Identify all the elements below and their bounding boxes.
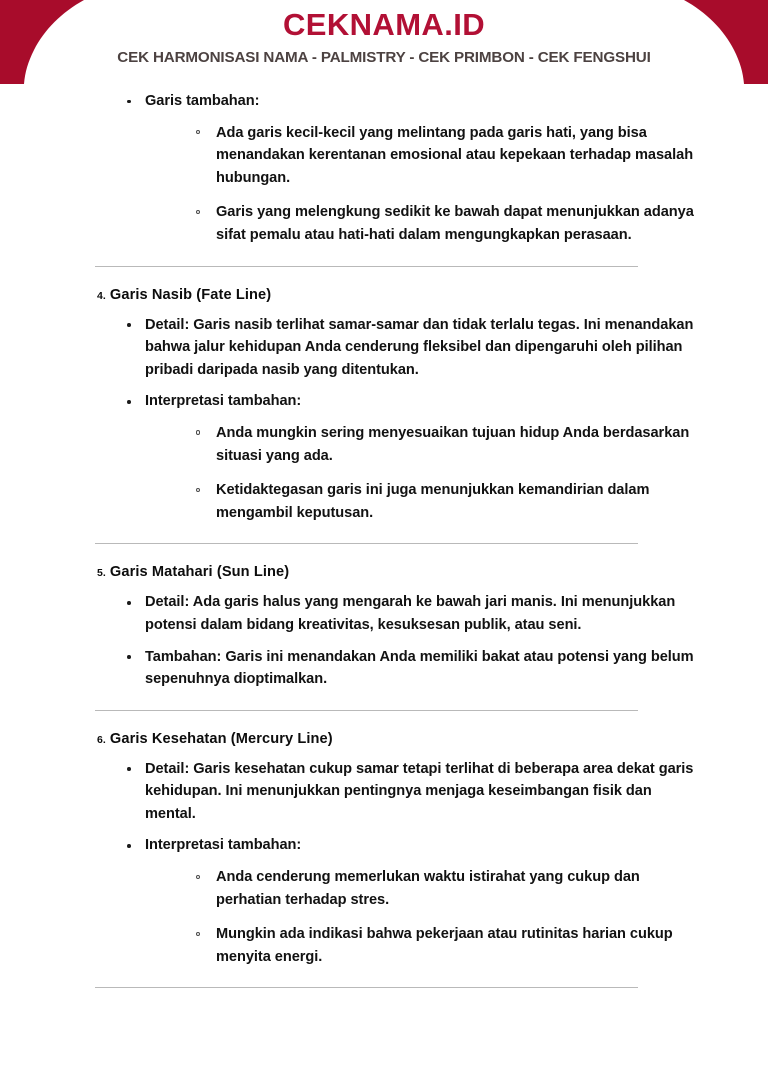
list-item: Detail: Garis nasib terlihat samar-samar dan tidak terlalu tegas. Ini menandakan bahwa jalur kehidupan Anda cenderung fleksibel dan dipengaruhi oleh pilihan pribadi daripada nasib yang ditentukan. xyxy=(126,314,706,382)
section-number: 6. xyxy=(97,733,106,746)
lead-bullet-list xyxy=(95,90,706,247)
section-title-english: (Sun Line) xyxy=(216,564,290,581)
section-heading xyxy=(97,729,706,750)
section-title: Garis Nasib xyxy=(109,286,193,303)
section-divider xyxy=(95,710,638,711)
section-bullet-list xyxy=(95,314,706,525)
lead-sub-list xyxy=(145,122,706,247)
document-content xyxy=(0,84,768,988)
section-sub-list xyxy=(145,422,706,524)
section-divider xyxy=(95,543,638,544)
list-item: Garis yang melengkung sedikit ke bawah dapat menunjukkan adanya sifat pemalu atau hati-hati dalam mengungkapkan perasaan. xyxy=(195,201,706,246)
brand-subtitle: CEK HARMONISASI NAMA - PALMISTRY - CEK PRIMBON - CEK FENGSHUI xyxy=(117,49,651,66)
list-item xyxy=(126,390,706,524)
list-item: Ketidaktegasan garis ini juga menunjukkan kemandirian dalam mengambil keputusan. xyxy=(195,479,706,524)
section-title-english: (Fate Line) xyxy=(196,286,272,303)
section-bullet-list xyxy=(95,758,706,969)
section-garis-nasib xyxy=(95,285,706,525)
section-divider xyxy=(95,266,638,267)
list-item xyxy=(126,834,706,968)
section-title: Garis Matahari xyxy=(109,564,213,581)
brand-title: CEKNAMA.ID xyxy=(282,7,486,42)
list-item: Detail: Garis kesehatan cukup samar tetapi terlihat di beberapa area dekat garis kehidupan. Ini menunjukkan pentingnya menjaga keseimbangan fisik dan mental. xyxy=(126,758,706,826)
list-item: Ada garis kecil-kecil yang melintang pada garis hati, yang bisa menandakan kerentanan emosional atau kepekaan terhadap masalah hubungan. xyxy=(195,122,706,190)
section-heading xyxy=(97,285,706,306)
list-item: Tambahan: Garis ini menandakan Anda memiliki bakat atau potensi yang belum sepenuhnya dioptimalkan. xyxy=(126,646,706,691)
section-bullet-list xyxy=(95,591,706,690)
list-item: Detail: Ada garis halus yang mengarah ke bawah jari manis. Ini menunjukkan potensi dalam bidang kreativitas, kesuksesan publik, atau seni. xyxy=(126,591,706,636)
document-page xyxy=(0,84,768,988)
list-item-label: Garis tambahan: xyxy=(145,93,260,109)
page-header xyxy=(0,0,768,84)
list-item-label: Interpretasi tambahan: xyxy=(145,837,302,854)
section-title-english: (Mercury Line) xyxy=(230,730,333,747)
list-item: Anda cenderung memerlukan waktu istirahat yang cukup dan perhatian terhadap stres. xyxy=(195,866,706,911)
lead-block xyxy=(95,90,706,247)
section-number: 4. xyxy=(97,289,106,302)
section-number: 5. xyxy=(97,567,106,580)
section-divider xyxy=(95,987,638,988)
list-item: Anda mungkin sering menyesuaikan tujuan hidup Anda berdasarkan situasi yang ada. xyxy=(195,422,706,467)
list-item xyxy=(126,90,706,247)
section-garis-kesehatan xyxy=(95,729,706,969)
list-item: Mungkin ada indikasi bahwa pekerjaan atau rutinitas harian cukup menyita energi. xyxy=(195,923,706,968)
section-sub-list xyxy=(145,866,706,968)
section-heading xyxy=(97,562,706,583)
list-item-label: Interpretasi tambahan: xyxy=(145,393,302,410)
section-garis-matahari xyxy=(95,562,706,690)
section-title: Garis Kesehatan xyxy=(109,730,227,747)
